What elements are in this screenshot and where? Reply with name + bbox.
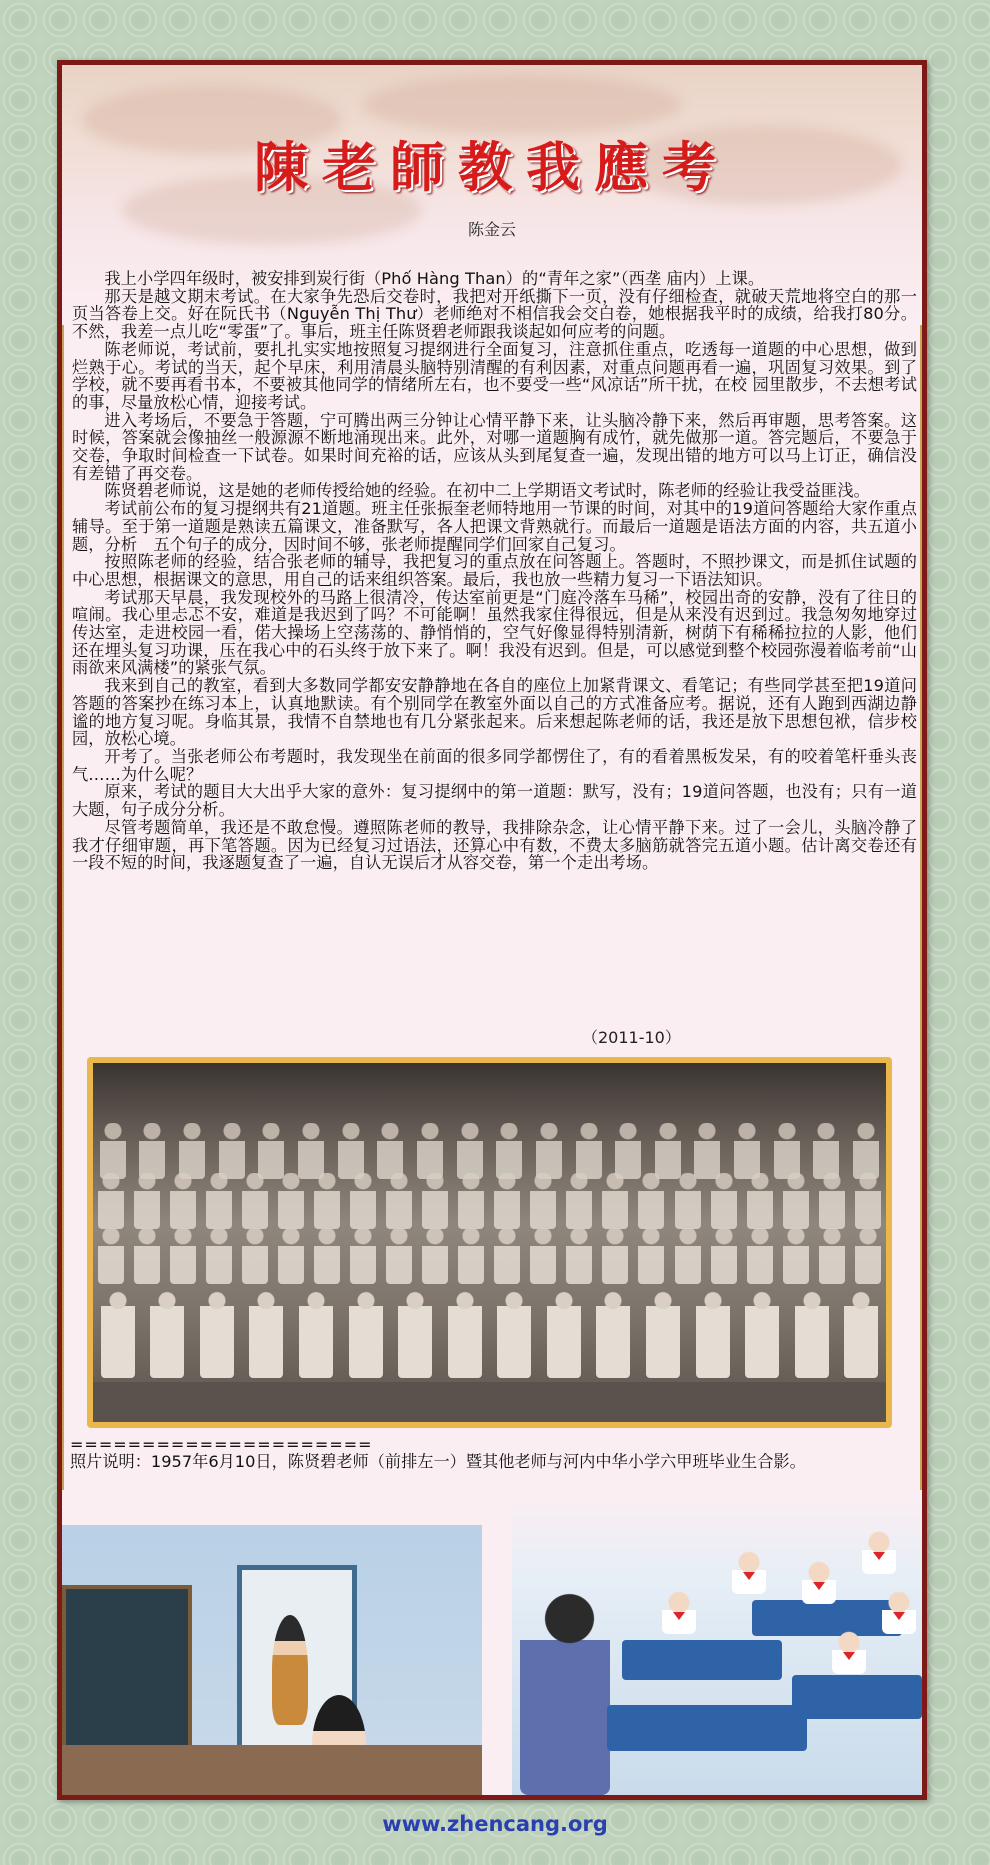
photo-floor bbox=[93, 1382, 886, 1422]
paragraph: 考试前公布的复习提纲共有21道题。班主任张振奎老师特地用一节课的时间，对其中的19道问答题给大家作重点辅导。至于第一道题是熟读五篇课文，准备默写，各人把课文背熟就行。而最后一道题是语法方面的内容，共五道小题，分析 五个句子的成分，因时间不够，张老师提醒同学们回家自己复习。 bbox=[72, 499, 917, 554]
article-date: （2011-10） bbox=[582, 1028, 681, 1047]
blackboard-image bbox=[62, 1585, 192, 1765]
paragraph: 按照陈老师的经验，结合张老师的辅导，我把复习的重点放在问答题上。答题时，不照抄课文，而是抓住试题的中心思想，根据课文的意思，用自己的话来组织答案。最后，我也放一些精力复习一下语法知识。 bbox=[72, 552, 917, 589]
photo-caption: 照片说明：1957年6月10日，陈贤碧老师（前排左一）暨其他老师与河内中华小学六甲班毕业生合影。 bbox=[70, 1452, 806, 1471]
student-figure bbox=[732, 1550, 766, 1594]
student-figure bbox=[862, 1530, 896, 1574]
student-figure bbox=[882, 1590, 916, 1634]
desk-image bbox=[752, 1600, 902, 1636]
author-name: 陈金云 bbox=[467, 220, 516, 239]
paragraph: 我上小学四年级时，被安排到炭行街（Phố Hàng Than）的“青年之家”（西垄 庙内）上课。 bbox=[104, 269, 765, 288]
article-frame bbox=[57, 60, 927, 1800]
student-figure bbox=[832, 1630, 866, 1674]
paragraph: 陈老师说，考试前，要扎扎实实地按照复习提纲进行全面复习，注意抓住重点，吃透每一道题的中心思想，做到烂熟于心。考试的当天，起个早床，利用清晨头脑特别清醒的有利因素，对重点问题再看一遍，巩固复习效果。到了学校，就不要再看书本，不要被其他同学的情绪所左右，也不要受一些“风凉话”所干扰，在校 园里散步，不去想考试的事，尽量放松心情，迎接考试。 bbox=[72, 339, 917, 412]
classroom-illustration bbox=[62, 1490, 922, 1795]
group-photo-frame bbox=[87, 1057, 892, 1428]
student-figure bbox=[802, 1560, 836, 1604]
article-body bbox=[72, 270, 917, 872]
paragraph: 原来，考试的题目大大出乎大家的意外：复习提纲中的第一道题：默写，没有；19道问答题，也没有；只有一道大题，句子成分分析。 bbox=[72, 782, 917, 820]
teacher-figure bbox=[272, 1615, 308, 1725]
paragraph: 那天是越文期末考试。在大家争先恐后交卷时，我把对开纸撕下一页，没有仔细检查，就破天荒地将空白的那一页当答卷上交。好在阮氏书（Nguyễn Thị Thư）老师绝对不相信我会交白卷，她根据我平时的成绩，给我打80分。不然，我差一点儿吃“零蛋”了。事后，班主任陈贤碧老师跟我谈起如何应考的问题。 bbox=[72, 286, 917, 342]
website-link[interactable]: www.zhencang.org bbox=[382, 1812, 608, 1836]
photo-row-3 bbox=[93, 1228, 886, 1288]
paragraph: 进入考场后，不要急于答题，宁可腾出两三分钟让心情平静下来，让头脑冷静下来，然后再审题，思考答案。这时候，答案就会像抽丝一般源源不断地涌现出来。此外，对哪一道题胸有成竹，就先做那一道。答完题后，不要急于交卷，争取时间检查一下试卷。如果时间充裕的话，应该从头到尾复查一遍，发现出错的地方可以马上订正，确信没有差错了再交卷。 bbox=[72, 410, 917, 483]
floor-image bbox=[62, 1745, 482, 1795]
paragraph: 我来到自己的教室，看到大多数同学都安安静静地在各自的座位上加紧背课文、看笔记；有些同学甚至把19道问答题的答案抄在练习本上，认真地默读。有个别同学在教室外面以自己的方式准备应考。据说，还有人跑到西湖边静谧的地方复习呢。身临其景，我情不自禁地也有几分紧张起来。后来想起陈老师的话，我还是放下思想包袱，信步校园，放松心境。 bbox=[72, 676, 917, 749]
paragraph: 陈贤碧老师说，这是她的老师传授给她的经验。在初中二上学期语文考试时，陈老师的经验让我受益匪浅。 bbox=[104, 481, 870, 501]
paragraph: 考试那天早晨，我发现校外的马路上很清冷，传达室前更是“门庭冷落车马稀”，校园出奇的安静，没有了往日的喧闹。我心里忐忑不安，难道是我迟到了吗？不可能啊！虽然我家住得很远，但是从来没有迟到过。我急匆匆地穿过传达室，走进校园一看，偌大操场上空荡荡的、静悄悄的，空气好像显得特别清新，树荫下有稀稀拉拉的人影，他们还在埋头复习功课，压在我心中的石头终于放下来了。啊！我没有迟到。但是，可以感觉到整个校园弥漫着临考前“山雨欲来风满楼”的紧张气氛。 bbox=[72, 587, 917, 678]
group-photo bbox=[93, 1063, 886, 1422]
teacher-figure bbox=[520, 1585, 610, 1795]
section-divider: ===================== bbox=[70, 1435, 373, 1454]
paragraph: 尽管考题简单，我还是不敢怠慢。遵照陈老师的教导，我排除杂念，让心情平静下来。过了一会儿，头脑冷静了我才仔细审题，再下笔答题。因为已经复习过语法，还算心中有数，不费太多脑筋就答完五道小题。估计离交卷还有一段不短的时间，我逐题复查了一遍，自认无误后才从容交卷，第一个走出考场。 bbox=[72, 817, 917, 873]
classroom-scene-right bbox=[512, 1490, 922, 1795]
photo-row-2 bbox=[93, 1173, 886, 1233]
student-figure bbox=[662, 1590, 696, 1634]
desk-image bbox=[622, 1640, 782, 1680]
photo-row-front bbox=[93, 1288, 886, 1378]
paragraph: 开考了。当张老师公布考题时，我发现坐在前面的很多同学都愣住了，有的看着黑板发呆，有的咬着笔杆垂头丧气……为什么呢？ bbox=[72, 746, 917, 784]
page-title: 陳老師教我應考 bbox=[254, 135, 730, 199]
desk-image bbox=[792, 1675, 922, 1719]
classroom-scene-left bbox=[62, 1525, 482, 1795]
desk-image bbox=[607, 1705, 807, 1751]
